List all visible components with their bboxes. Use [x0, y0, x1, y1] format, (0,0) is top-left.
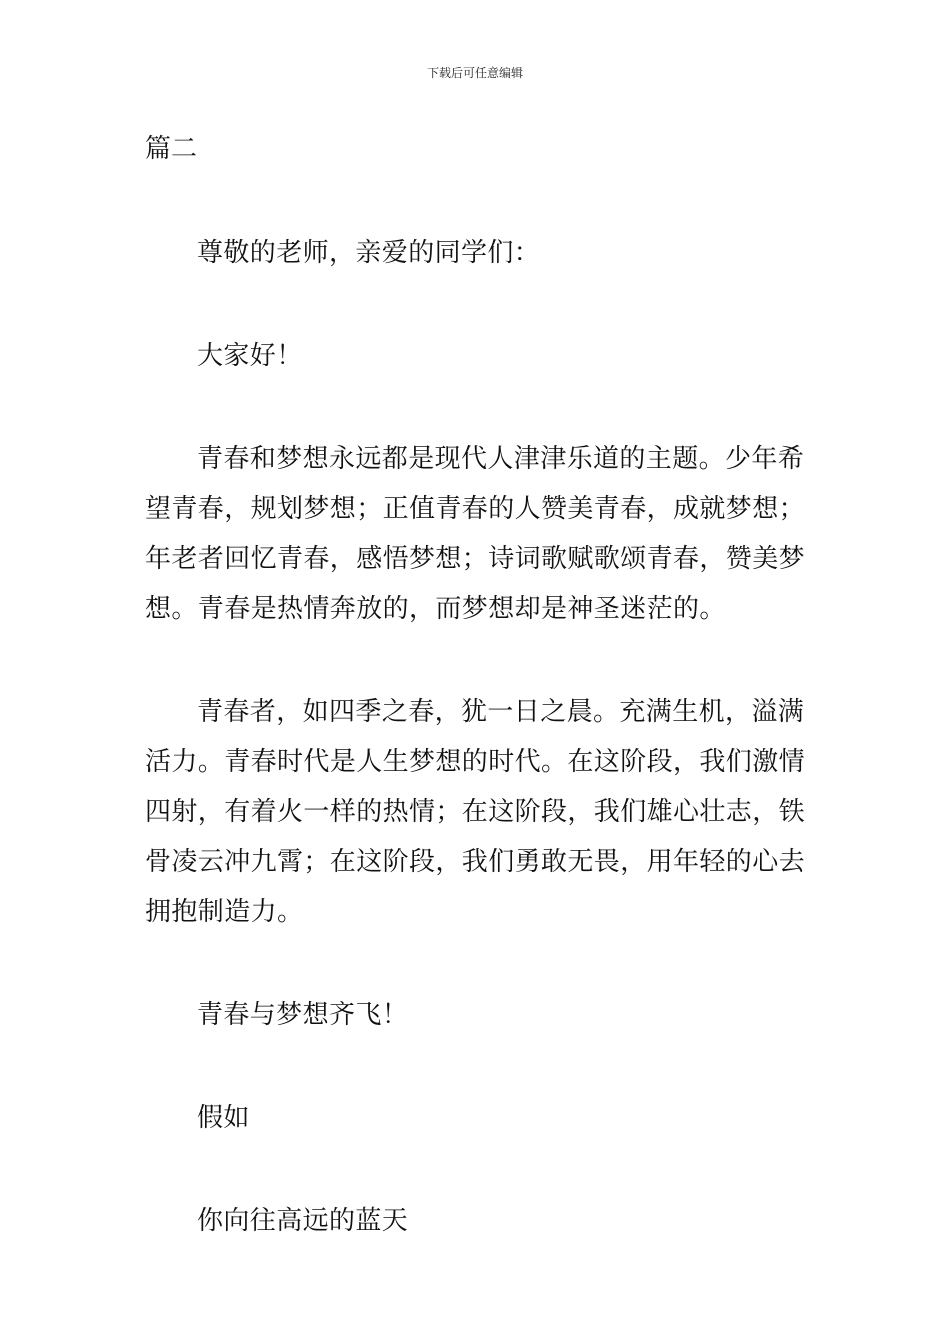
document-body: [145, 228, 807, 1299]
body-paragraph: 青春和梦想永远都是现代人津津乐道的主题。少年希望青春，规划梦想；正值青春的人赞美青春，成就梦想；年老者回忆青春，感悟梦想；诗词歌赋歌颂青春，赞美梦想。青春是热情奔放的，而梦想却是神圣迷茫的。: [145, 444, 806, 624]
body-paragraph: 青春者，如四季之春，犹一日之晨。充满生机，溢满活力。青春时代是人生梦想的时代。在这阶段，我们激情四射，有着火一样的热情；在这阶段，我们雄心壮志，铁骨凌云冲九霄；在这阶段，我们勇敢无畏，用年轻的心去拥抱制造力。: [145, 697, 806, 927]
header-note: 下载后可任意编辑: [426, 66, 523, 80]
slogan-paragraph: 青春与梦想齐飞！: [197, 1000, 409, 1030]
salutation-paragraph: 尊敬的老师，亲爱的同学们：: [197, 238, 541, 268]
poem-line: 假如: [197, 1103, 250, 1133]
section-title: 篇二: [145, 134, 198, 164]
poem-line: 你向往高远的蓝天: [197, 1206, 409, 1236]
greeting-paragraph: 大家好！: [197, 341, 303, 371]
